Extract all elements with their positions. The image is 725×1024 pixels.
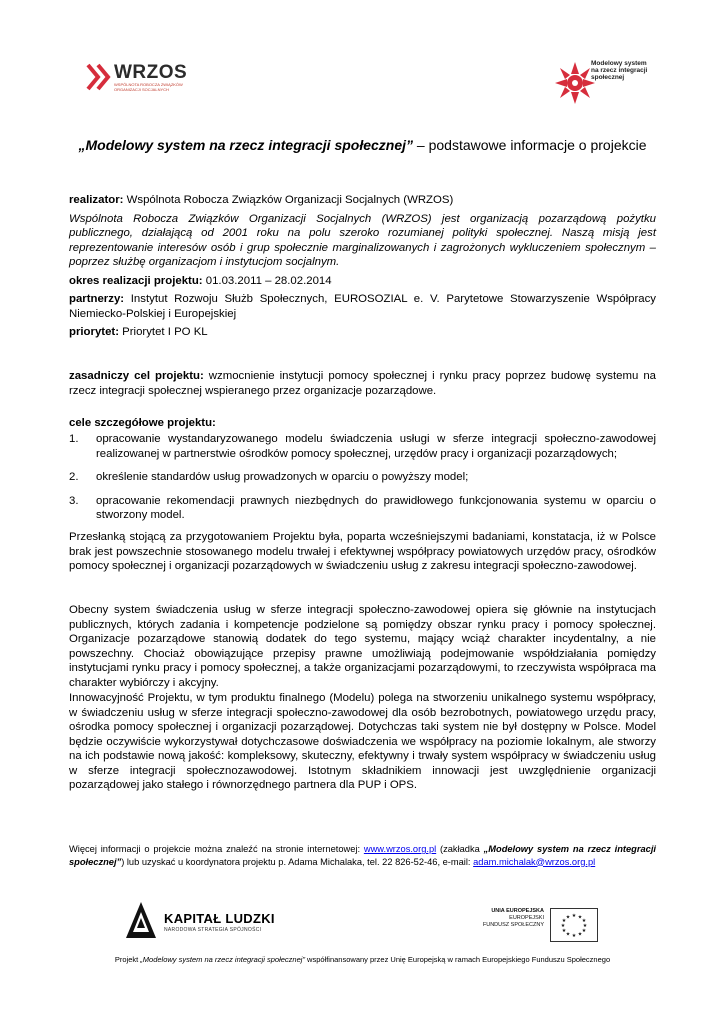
list-item-number: 1.	[69, 433, 79, 445]
svg-text:★: ★	[582, 923, 588, 929]
more-info-text: (zakładka	[436, 844, 484, 854]
paragraph-text: Przesłanką stojącą za przygotowaniem Projektu była, poparta wcześniejszymi badaniami, konstatacja, iż w Polsce brak jest powszechnie stosowanego modelu trwałej i efektywnej współpracy powiatowych urzędów pracy, ośrodków pomocy społecznej i organizacji pozarządowych w świadczeniu usług z zakresu integracji społeczno-zawodowej.	[69, 531, 656, 572]
cele-label: cele szczegółowe projektu:	[69, 417, 216, 429]
more-info-text: Więcej informacji o projekcie można znaleźć na stronie internetowej:	[69, 844, 364, 854]
page-title	[0, 137, 725, 153]
more-info-text: ) lub uzyskać u koordynatora projektu p. Adama Michalaka, tel. 22 826-52-46, e-mail:	[121, 856, 474, 867]
realizator-label: realizator:	[69, 194, 124, 206]
paragraph-text: Innowacyjność Projektu, w tym produktu finalnego (Modelu) polega na stworzeniu unikalnego systemu współpracy, w świadczeniu usług w sferze integracji społeczno-zawodowej dla osób bezrobotnych, powiatowego urzędu pracy, ośrodka pomocy społecznej i organizacji pozarządowej. Dotychczas taki system nie był dostępny w Polsce. Model będzie oczywiście wykorzystywał dotychczasowe doświadczenia we współpracy na poziomie lokalnym, ale stworzy na ich podstawie nową jakość: kompleksowy, skuteczny, efektywny i trwały system współpracy w świadczeniu usług w sferze integracji społecznozawodowej. Istotnym składnikiem innowacji jest uwzględnienie organizacji pozarządowej jako stałego i równorzędnego partnera dla PUP i OPS.	[69, 692, 656, 791]
okres-label: okres realizacji projektu:	[69, 275, 203, 287]
svg-text:★: ★	[560, 923, 566, 929]
eu-logo	[470, 908, 600, 942]
svg-text:★: ★	[577, 931, 583, 938]
kapital-ludzki-subtitle: NARODOWA STRATEGIA SPÓJNOŚCI	[164, 927, 262, 933]
svg-text:★: ★	[561, 918, 567, 924]
eu-flag-icon	[550, 908, 598, 942]
partnerzy-section	[69, 292, 656, 321]
okres-value: 01.03.2011 – 28.02.2014	[202, 275, 332, 287]
footer-text: współfinansowany przez Unię Europejską w ramach Europejskiego Funduszu Społecznego	[304, 955, 611, 964]
svg-text:★: ★	[581, 928, 587, 934]
eu-line-1: UNIA EUROPEJSKA	[491, 908, 544, 914]
paragraph-3	[69, 691, 656, 793]
priorytet-label: priorytet:	[69, 326, 119, 338]
list-item-number: 3.	[69, 494, 79, 507]
svg-text:★: ★	[565, 931, 571, 938]
paragraph-1	[69, 530, 656, 574]
cel-value: wzmocnienie instytucji pomocy społecznej i rynku pracy poprzez budowę systemu na rzecz integracji społecznej wspieranego przez organizacje pozarządowe.	[69, 370, 656, 397]
wrzos-logo-subtext: WSPÓLNOTA ROBOCZA ZWIĄZKÓW ORGANIZACJI SOCJALNYCH	[114, 82, 183, 92]
title-rest: – podstawowe informacje o projekcie	[413, 137, 647, 153]
list-item-text: opracowanie rekomendacji prawnych niezbędnych do prawidłowego funkcjonowania systemu w oparciu o stworzony model.	[96, 494, 656, 521]
eu-line-3: FUNDUSZ SPOŁECZNY	[482, 922, 544, 928]
eu-line-2: EUROPEJSKI	[509, 915, 544, 921]
svg-text:★: ★	[571, 913, 577, 919]
list-item	[69, 470, 656, 485]
list-item-number: 2.	[69, 471, 79, 483]
list-item-text: określenie standardów usług prowadzonych w oparciu o powyższy model;	[96, 471, 469, 483]
realizator-section	[69, 193, 656, 270]
wrzos-mark-icon	[86, 62, 112, 92]
more-info-note	[69, 843, 656, 868]
partnerzy-label: partnerzy:	[69, 293, 125, 305]
more-info-italic: „Modelowy system na rzecz integracji społecznej”	[69, 844, 656, 867]
paragraph-2	[69, 603, 656, 690]
eu-logo-text	[470, 908, 544, 929]
kapital-ludzki-mark-icon	[124, 900, 158, 940]
okres-section	[69, 274, 656, 289]
svg-text:★: ★	[577, 914, 583, 921]
svg-text:★: ★	[581, 918, 587, 924]
svg-text:★: ★	[565, 914, 571, 921]
realizator-description: Wspólnota Robocza Związków Organizacji Socjalnych (WRZOS) jest organizacją pozarządową pożytku publicznego, działającą od 2001 roku na polu szeroko rozumianej polityki społecznej. Naszą misją jest reprezentowanie interesów osób i grup społecznie marginalizowanych i zagrożonych wykluczeniem społecznym – poprzez służbę organizacjom i instytucjom socjalnym.	[69, 212, 656, 268]
footer-italic: „Modelowy system na rzecz integracji społecznej”	[140, 955, 305, 964]
kapital-ludzki-logo	[124, 900, 294, 940]
cel-label: zasadniczy cel projektu:	[69, 370, 204, 382]
svg-text:★: ★	[561, 928, 567, 934]
partnerzy-value: Instytut Rozwoju Służb Społecznych, EUROSOZIAL e. V. Parytetowe Stowarzyszenie Współpracy Niemiecko-Polskiej i Europejskiej	[69, 293, 656, 320]
priorytet-section	[69, 325, 656, 340]
wrzos-logo	[86, 62, 206, 94]
cel-section	[69, 369, 656, 398]
svg-text:★: ★	[571, 933, 577, 939]
kapital-ludzki-title: KAPITAŁ LUDZKI	[164, 911, 275, 926]
list-item	[69, 432, 656, 461]
project-logo	[553, 60, 673, 106]
cele-list	[69, 432, 656, 523]
list-item-text: opracowanie wystandaryzowanego modelu świadczenia usługi w sferze integracji społeczno-zawodowej realizowanej w partnerstwie ośrodków pomocy społecznej, urzędów pracy i organizacji pozarządowych;	[96, 433, 656, 460]
paragraph-text: Obecny system świadczenia usług w sferze integracji społeczno-zawodowej opiera się głównie na instytucjach publicznych, których zadania i kompetencje podzielone są pomiędzy obszar rynku pracy i pomocy społecznej. Organizacje pozarządowe stanowią dodatek do tego systemu, mający wciąż charakter incydentalny, a nie powszechny. Chociaż obowiązujące przepisy prawne umożliwiają podejmowanie współdziałania pomiędzy instytucjami rynku pracy i pomocy społecznej, a także organizacjami pozarządowymi, to rzeczywista współpraca ma charakter wybiórczy i akcyjny.	[69, 604, 656, 689]
cele-label-block	[69, 416, 656, 431]
project-logo-text: Modelowy system na rzecz integracji społecznej	[591, 60, 648, 81]
email-link[interactable]: adam.michalak@wrzos.org.pl	[473, 856, 596, 867]
title-italic: „Modelowy system na rzecz integracji społecznej”	[78, 137, 414, 153]
website-link[interactable]: www.wrzos.org.pl	[363, 844, 437, 854]
realizator-value: Wspólnota Robocza Związków Organizacji Socjalnych (WRZOS)	[123, 194, 454, 206]
list-item	[69, 494, 656, 523]
footer-text: Projekt	[114, 955, 141, 964]
priorytet-value: Priorytet I PO KL	[119, 326, 208, 338]
wrzos-logo-text: WRZOS	[114, 62, 188, 83]
footer-funding-note	[0, 955, 725, 964]
